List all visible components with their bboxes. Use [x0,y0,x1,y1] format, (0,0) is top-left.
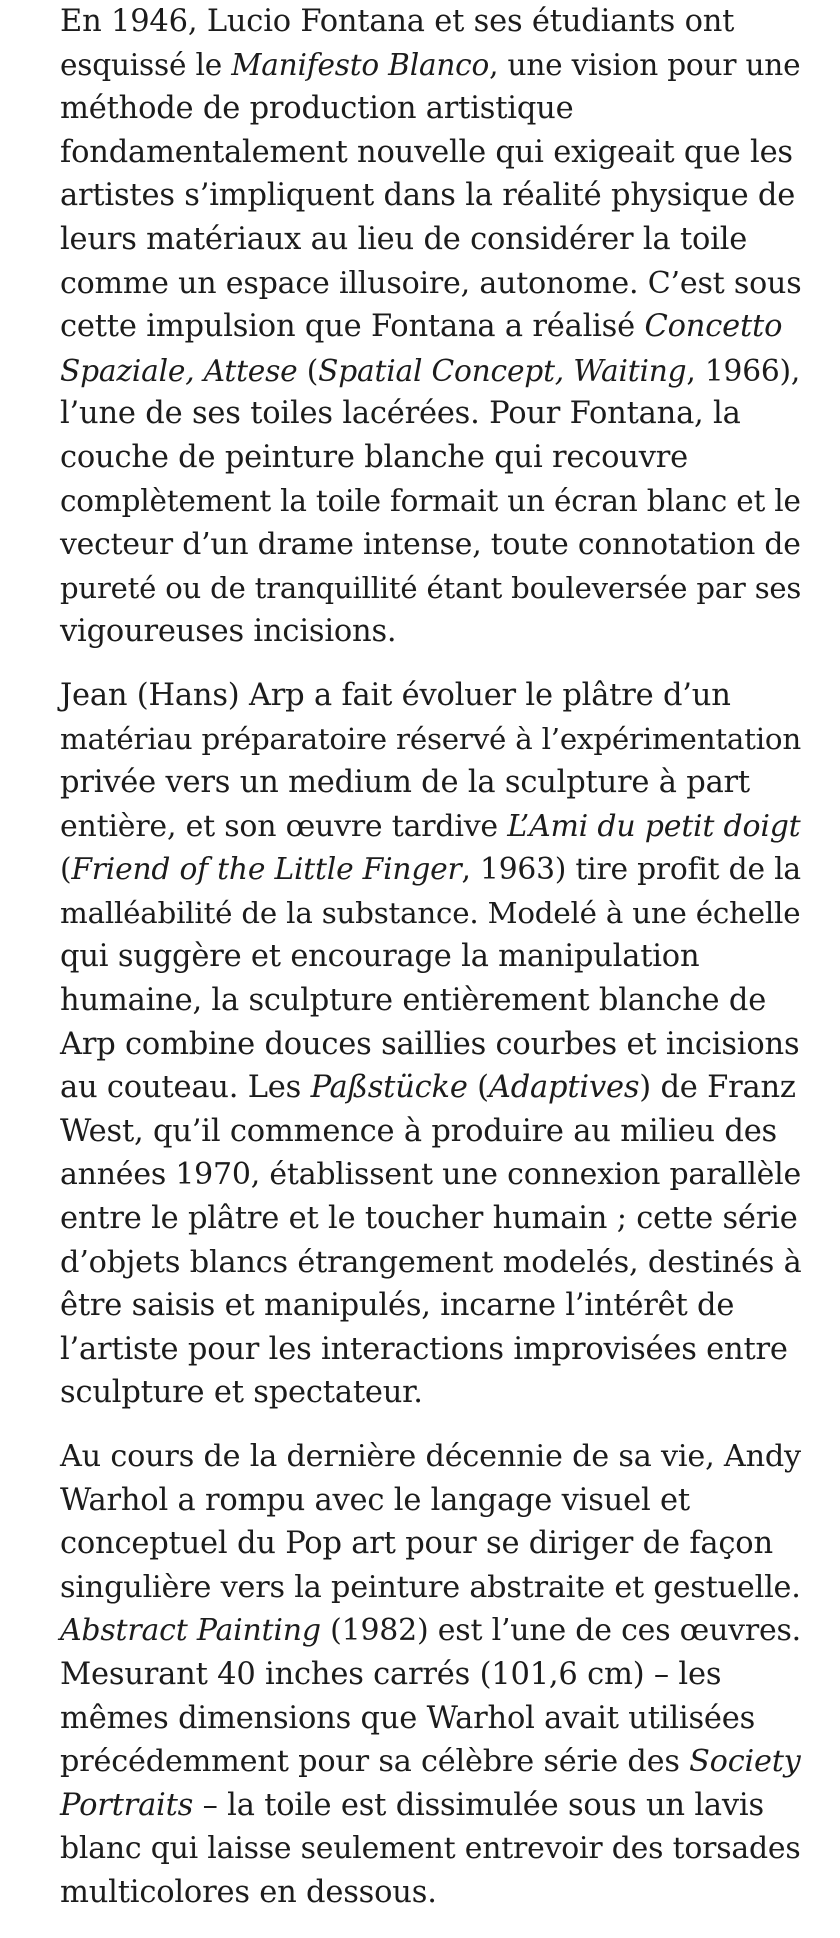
text-run: Jean (Hans) Arp a fait évoluer le plâtre d’un [60,677,731,713]
text-run: sculpture et spectateur. [60,1375,423,1411]
text-line [60,1827,804,1871]
text-run: , une vision pour une [489,47,801,82]
text-run: ( [297,352,319,388]
text-run: West, qu’il commence à produire au milieu des [60,1113,777,1149]
text-line [60,349,804,393]
italic-title: Manifesto Blanco [231,47,490,82]
text-line [60,1197,804,1241]
italic-title: Society [689,1744,801,1780]
text-run: l’artiste pour les interactions improvisées entre [60,1331,788,1367]
text-run: Mesurant 40 inches carrés (101,6 cm) – les [60,1656,722,1692]
text-line [60,610,804,654]
text-line [60,1328,804,1372]
text-line [60,218,804,262]
text-line [60,1697,804,1741]
text-run: l’une de ses toiles lacérées. Pour Fontana, la [60,396,741,432]
text-run: esquissé le [60,47,232,82]
text-line [60,305,804,349]
text-run: artistes s’impliquent dans la réalité physique de [60,178,796,214]
text-line [60,1284,804,1328]
text-line [60,1110,804,1154]
text-run: comme un espace illusoire, autonome. C’est sous [60,265,802,301]
text-run: privée vers un medium de la sculpture à part [60,765,750,801]
text-run: pureté ou de tranquillité étant bouleversée par ses [60,570,802,605]
text-run: entière, et son œuvre tardive [60,808,508,844]
text-run: qui suggère et encourage la manipulation [60,939,700,975]
italic-title: Abstract Painting [60,1613,321,1649]
text-line [60,1522,804,1566]
italic-title: Friend of the Little Finger [71,852,462,888]
text-line [60,935,804,979]
text-run: mêmes dimensions que Warhol avait utilisées [60,1700,756,1736]
text-line [60,1479,804,1523]
text-line [60,0,804,44]
text-run: , 1963) tire profit de la [461,852,801,888]
text-run: blanc qui laisse seulement entrevoir des torsades [60,1831,801,1867]
text-run: méthode de production artistique [60,91,574,127]
text-line [60,1435,804,1479]
text-run: couche de peinture blanche qui recouvre [60,439,688,475]
text-run: matériau préparatoire réservé à l’expérimentation [60,721,801,756]
text-line [60,480,804,524]
italic-title: Paßstücke [310,1070,468,1106]
text-run: années 1970, établissent une connexion parallèle [60,1157,802,1193]
text-run: être saisis et manipulés, incarne l’intérêt de [60,1288,735,1324]
text-run: ( [467,1070,489,1106]
text-line [60,1740,804,1784]
text-line [60,1609,804,1653]
italic-title: Concetto [644,309,783,345]
text-run: conceptuel du Pop art pour se diriger de façon [60,1526,773,1562]
paragraph-1 [60,0,804,654]
text-line [60,979,804,1023]
text-line [60,44,804,88]
text-run: ) de Franz [639,1070,796,1106]
text-line [60,1871,804,1915]
text-run: d’objets blancs étrangement modelés, destinés à [60,1244,802,1280]
text-run: précédemment pour sa célèbre série des [60,1744,690,1780]
text-run: (1982) est l’une de ces œuvres. [320,1613,801,1649]
italic-title: Spatial Concept, Waiting [318,352,687,388]
paragraph-3 [60,1435,804,1915]
text-run: multicolores en dessous. [60,1874,437,1910]
text-line [60,523,804,567]
italic-title: Portraits [60,1787,194,1823]
italic-title: Spaziale, Attese [60,352,298,388]
text-run: fondamentalement nouvelle qui exigeait que les [60,134,793,170]
text-line [60,1371,804,1415]
text-line [60,892,804,936]
text-run: entre le plâtre et le toucher humain ; cette série [60,1201,798,1237]
text-run: leurs matériaux au lieu de considérer la toile [60,221,748,257]
text-line [60,567,804,611]
text-line [60,805,804,849]
text-run: En 1946, Lucio Fontana et ses étudiants ont [60,4,735,39]
text-line [60,1653,804,1697]
text-line [60,1784,804,1828]
text-run: humaine, la sculpture entièrement blanche de [60,983,767,1019]
text-line [60,674,804,718]
text-line [60,131,804,175]
text-line [60,1023,804,1067]
text-line [60,87,804,131]
text-line [60,436,804,480]
text-run: Au cours de la dernière décennie de sa vie, Andy [60,1439,801,1474]
text-run: malléabilité de la substance. Modelé à une échelle [60,895,801,930]
text-run: – la toile est dissimulée sous un lavis [193,1787,764,1823]
text-line [60,1066,804,1110]
text-run: ( [60,852,72,888]
text-run: , 1966), [686,352,801,388]
text-run: vigoureuses incisions. [60,614,397,650]
text-line [60,761,804,805]
text-line [60,1153,804,1197]
text-line [60,262,804,306]
text-line [60,718,804,762]
italic-title: Adaptives [488,1070,640,1106]
text-run: au couteau. Les [60,1070,311,1106]
text-run: Arp combine douces saillies courbes et incisions [60,1026,800,1062]
italic-title: L’Ami du petit doigt [507,808,801,844]
text-line [60,1241,804,1285]
paragraph-2 [60,674,804,1415]
text-run: Warhol a rompu avec le langage visuel et [60,1482,690,1518]
text-run: cette impulsion que Fontana a réalisé [60,309,645,345]
text-run: singulière vers la peinture abstraite et gestuelle. [60,1569,801,1605]
text-line [60,1566,804,1610]
text-line [60,392,804,436]
text-line [60,848,804,892]
text-run: vecteur d’un drame intense, toute connotation de [60,527,801,563]
text-run: complètement la toile formait un écran blanc et le [60,483,801,518]
text-line [60,174,804,218]
